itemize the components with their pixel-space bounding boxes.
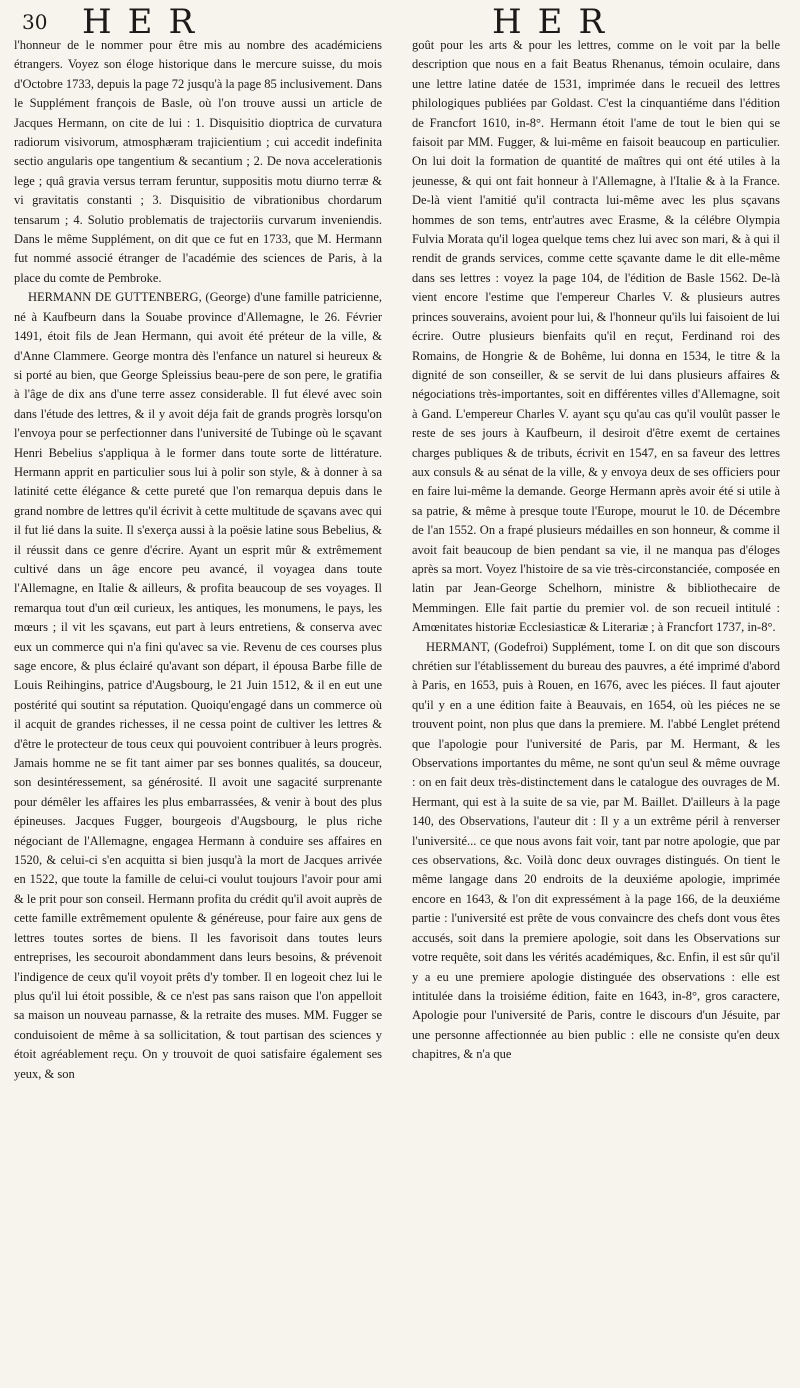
right-column xyxy=(412,36,780,1381)
paragraph: goût pour les arts & pour les lettres, comme on le voit par la belle description que nous en a fait Beatus Rhenanus, témoin oculaire, dans une lettre latine datée de 1531, imprimée dans le recueil des lettres philologiques publiées par Goldast. C'est la cinquantiéme dans l'édition de Francfort 1610, in-8°. Hermann étoit l'ame de tout le bien qui se faisoit par MM. Fugger, & lui-même en faisoit beaucoup en particulier. On lui doit la formation de quantité de maîtres qui ont été utiles à la jeunesse, & qui ont fait honneur à l'Allemagne, à l'Italie & à la France. De-là vient l'amitié qu'il contracta lui-même avec les plus sçavans hommes de son tems, entr'autres avec Erasme, & la célébre Olympia Fulvia Morata qu'il logea quelque tems chez lui avec son mari, & à qui il rendit de grands services, comme cette sçavante dame le dit elle-même dans ses lettres : voyez la page 104, de l'édition de Basle 1562. De-là vient encore l'estime que l'empereur Charles V. & plusieurs autres princes souverains, avoient pour lui, & l'honneur qu'ils lui faisoient de lui écrire. Outre plusieurs bienfaits qu'il en reçut, Ferdinand roi des Romains, de Hongrie & de Bohême, lui donna en 1534, le titre & la dignité de son conseiller, & se servit de lui dans plusieurs affaires & négociations très-importantes, soit en différentes villes d'Allemagne, soit à Gand. L'empereur Charles V. ayant sçu qu'au cas qu'il voulût passer le reste de ses jours à Kaufbeurn, il desiroit d'être exemt de certaines charges publiques & de tributs, écrivit en 1547, en sa faveur des lettres aux consuls & au sénat de la ville, & y envoya deux de ses officiers pour en faire lui-même la demande. George Hermann après avoir été si utile à sa patrie, & même à presque toute l'Europe, mourut le 10. de Décembre de l'an 1552. On a frapé plusieurs médailles en son honneur, & comme il avoit fait beaucoup de bien pendant sa vie, il ne manqua pas d'éloges après sa mort. Voyez l'histoire de sa vie très-circonstanciée, composée en latin par Jean-George Schelhorn, ministre & bibliothecaire de Memmingen. Elle fait partie du premier vol. de son recueil intitulé : Amœnitates historiæ Ecclesiasticæ & Literariæ ; à Francfort 1737, in-8°. xyxy=(412,38,780,635)
running-head-left: HER xyxy=(82,2,211,42)
page-number: 30 xyxy=(22,10,48,34)
paragraph: HERMANN DE GUTTENBERG, (George) d'une famille patricienne, né à Kaufbeurn dans la Souabe province d'Allemagne, le 26. Février 1491, étoit fils de Jean Hermann, qui avoit été préteur de la ville, & d'Anne Clammere. George montra dès l'enfance un naturel si heureux & si porté au bien, que George Spleissius beau-pere de son pere, le gratifia à l'âge de dix ans d'une terre assez considerable. Il fut élevé avec soin dans l'étude des lettres, & il y avoit déja fait de grands progrès lorsqu'on l'envoya pour se perfectionner dans l'université de Tubinge où le sçavant Henri Bebelius s'appliqua à le former dans toute sorte de littérature. Hermann apprit en particulier sous lui à polir son style, & à donner à sa latinité cette élégance & cette pureté que l'on remarqua depuis dans le grand nombre de lettres qu'il écrivit à cette multitude de sçavans avec qui il fut lié dans la suite. Il s'exerça aussi à la poësie latine sous Bebelius, & il réussit dans ce genre d'écrire. Ayant un esprit mûr & extrêmement cultivé dans un âge encore peu avancé, il voyagea dans toute l'Allemagne, en Italie & ailleurs, & profita beaucoup de ses voyages. Il remarqua tout d'un œil curieux, les antiques, les monumens, le pays, les mœurs ; il vit les sçavans, eut part à leurs entretiens, & conserva avec eux un commerce qui n'a fini qu'avec sa vie. Revenu de ces courses plus sage encore, & plus éclairé qu'avant son départ, il épousa Barbe fille de Louis Reihingins, patrice d'Augsbourg, le 21 Juin 1512, & il en eut une postérité qui soutint sa réputation. Quoiqu'engagé dans un commerce où il acquit de grandes richesses, il ne cessa point de cultiver les lettres & d'être le protecteur de tous ceux qui pouvoient contribuer à leurs progrès. Jamais homme ne se fit tant aimer par ses bonnes qualités, sa douceur, son desintéressement, sa générosité. Il avoit une sagacité surprenante pour démêler les affaires les plus embarrassées, & venir à bout des plus épineuses. Jacques Fugger, bourgeois d'Augsbourg, le plus riche négociant de l'Allemagne, engagea Hermann à conduire ses affaires en 1520, & celui-ci s'en acquitta si bien jusqu'à la mort de Jacques arrivée en 1522, que toute la famille de celui-ci voulut toujours l'avoir pour ami & le prit pour son conseil. Hermann profita du crédit qu'il avoit auprès de cette famille extrêmement opulente & généreuse, pour faire aux gens de lettres toutes sortes de biens. Il les favorisoit dans toutes leurs entreprises, les secouroit abondamment dans leurs besoins, & prévenoit l'indigence de ceux qu'il voyoit prêts d'y tomber. Il en logeoit chez lui le plus qu'il lui étoit possible, & ce n'est pas sans raison que l'on appelloit sa maison un nouveau parnasse, & la retraite des muses. MM. Fugger se conduisoient de même à sa sollicitation, & tout partisan des sciences y étoit agréablement reçu. On y trouvoit de quoi satisfaire également ses yeux, & son xyxy=(14,290,382,1081)
paragraph: l'honneur de le nommer pour être mis au nombre des académiciens étrangers. Voyez son éloge historique dans le mercure suisse, du mois d'Octobre 1733, depuis la page 72 jusqu'à la page 85 inclusivement. Dans le Supplément françois de Basle, où l'on trouve aussi un article de Jacques Hermann, on cite de lui : 1. Disquisitio dioptrica de curvatura radiorum visivorum, atmosphæram trajicientium ; cui accedit indefinita sectio angularis ope tangentium & secantium ; 2. De nova accelerationis lege ; quâ gravia versus terram feruntur, suppositis motu diurno terræ & vi gravitatis constanti ; 3. Disquisitio de vibrationibus chordarum tensarum ; 4. Solutio problematis de trajectoriis curvarum inveniendis. Dans le même Supplément, on dit que ce fut en 1733, que M. Hermann fut nommé associé étranger de l'académie des sciences de Paris, à la place du comte de Pembroke. xyxy=(14,38,382,285)
running-head-right: HER xyxy=(492,2,621,42)
page-header xyxy=(22,2,778,42)
left-column xyxy=(14,36,382,1381)
paragraph: HERMANT, (Godefroi) Supplément, tome I. on dit que son discours chrétien sur l'établissement du bureau des pauvres, a été imprimé d'abord à Paris, en 1653, puis à Rouen, en 1676, avec les piéces. Il faut ajouter qu'il y en a une édition faite à Beauvais, en 1654, où les piéces ne se trouvent point, non plus que dans la premiere. M. l'abbé Lenglet prétend que l'apologie pour l'université de Paris, par M. Hermant, & les Observations importantes du même, ne sont qu'un seul & même ouvrage : on en fait deux très-distinctement dans le catalogue des ouvrages de M. Hermant, qui est à la suite de sa vie, par M. Baillet. D'ailleurs à la page 140, des Observations, l'auteur dit : Il y a un extrême péril à renverser l'université... ce que nous avons fait voir, tant par notre apologie, que par ces observations, &c. Voilà donc deux ouvrages distingués. On tient le même langage dans 20 endroits de la deuxiéme apologie, imprimée encore en 1643, & l'on dit expressément à la page 166, de la deuxiéme partie : l'université est prête de vous convaincre des chefs dont vous êtes accusés, soit dans la premiere apologie, soit dans les Observations sur votre requête, soit dans les vérités académiques, &c. Enfin, il est sûr qu'il y a eu une premiere apologie distinguée des observations : elle est intitulée dans la troisiéme édition, faite en 1643, in-8°, gros caractere, Apologie pour l'université de Paris, contre le discours d'un Jésuite, par une personne affectionnée au bien public : elle ne consiste qu'en deux chapitres, & n'a que xyxy=(412,639,780,1062)
